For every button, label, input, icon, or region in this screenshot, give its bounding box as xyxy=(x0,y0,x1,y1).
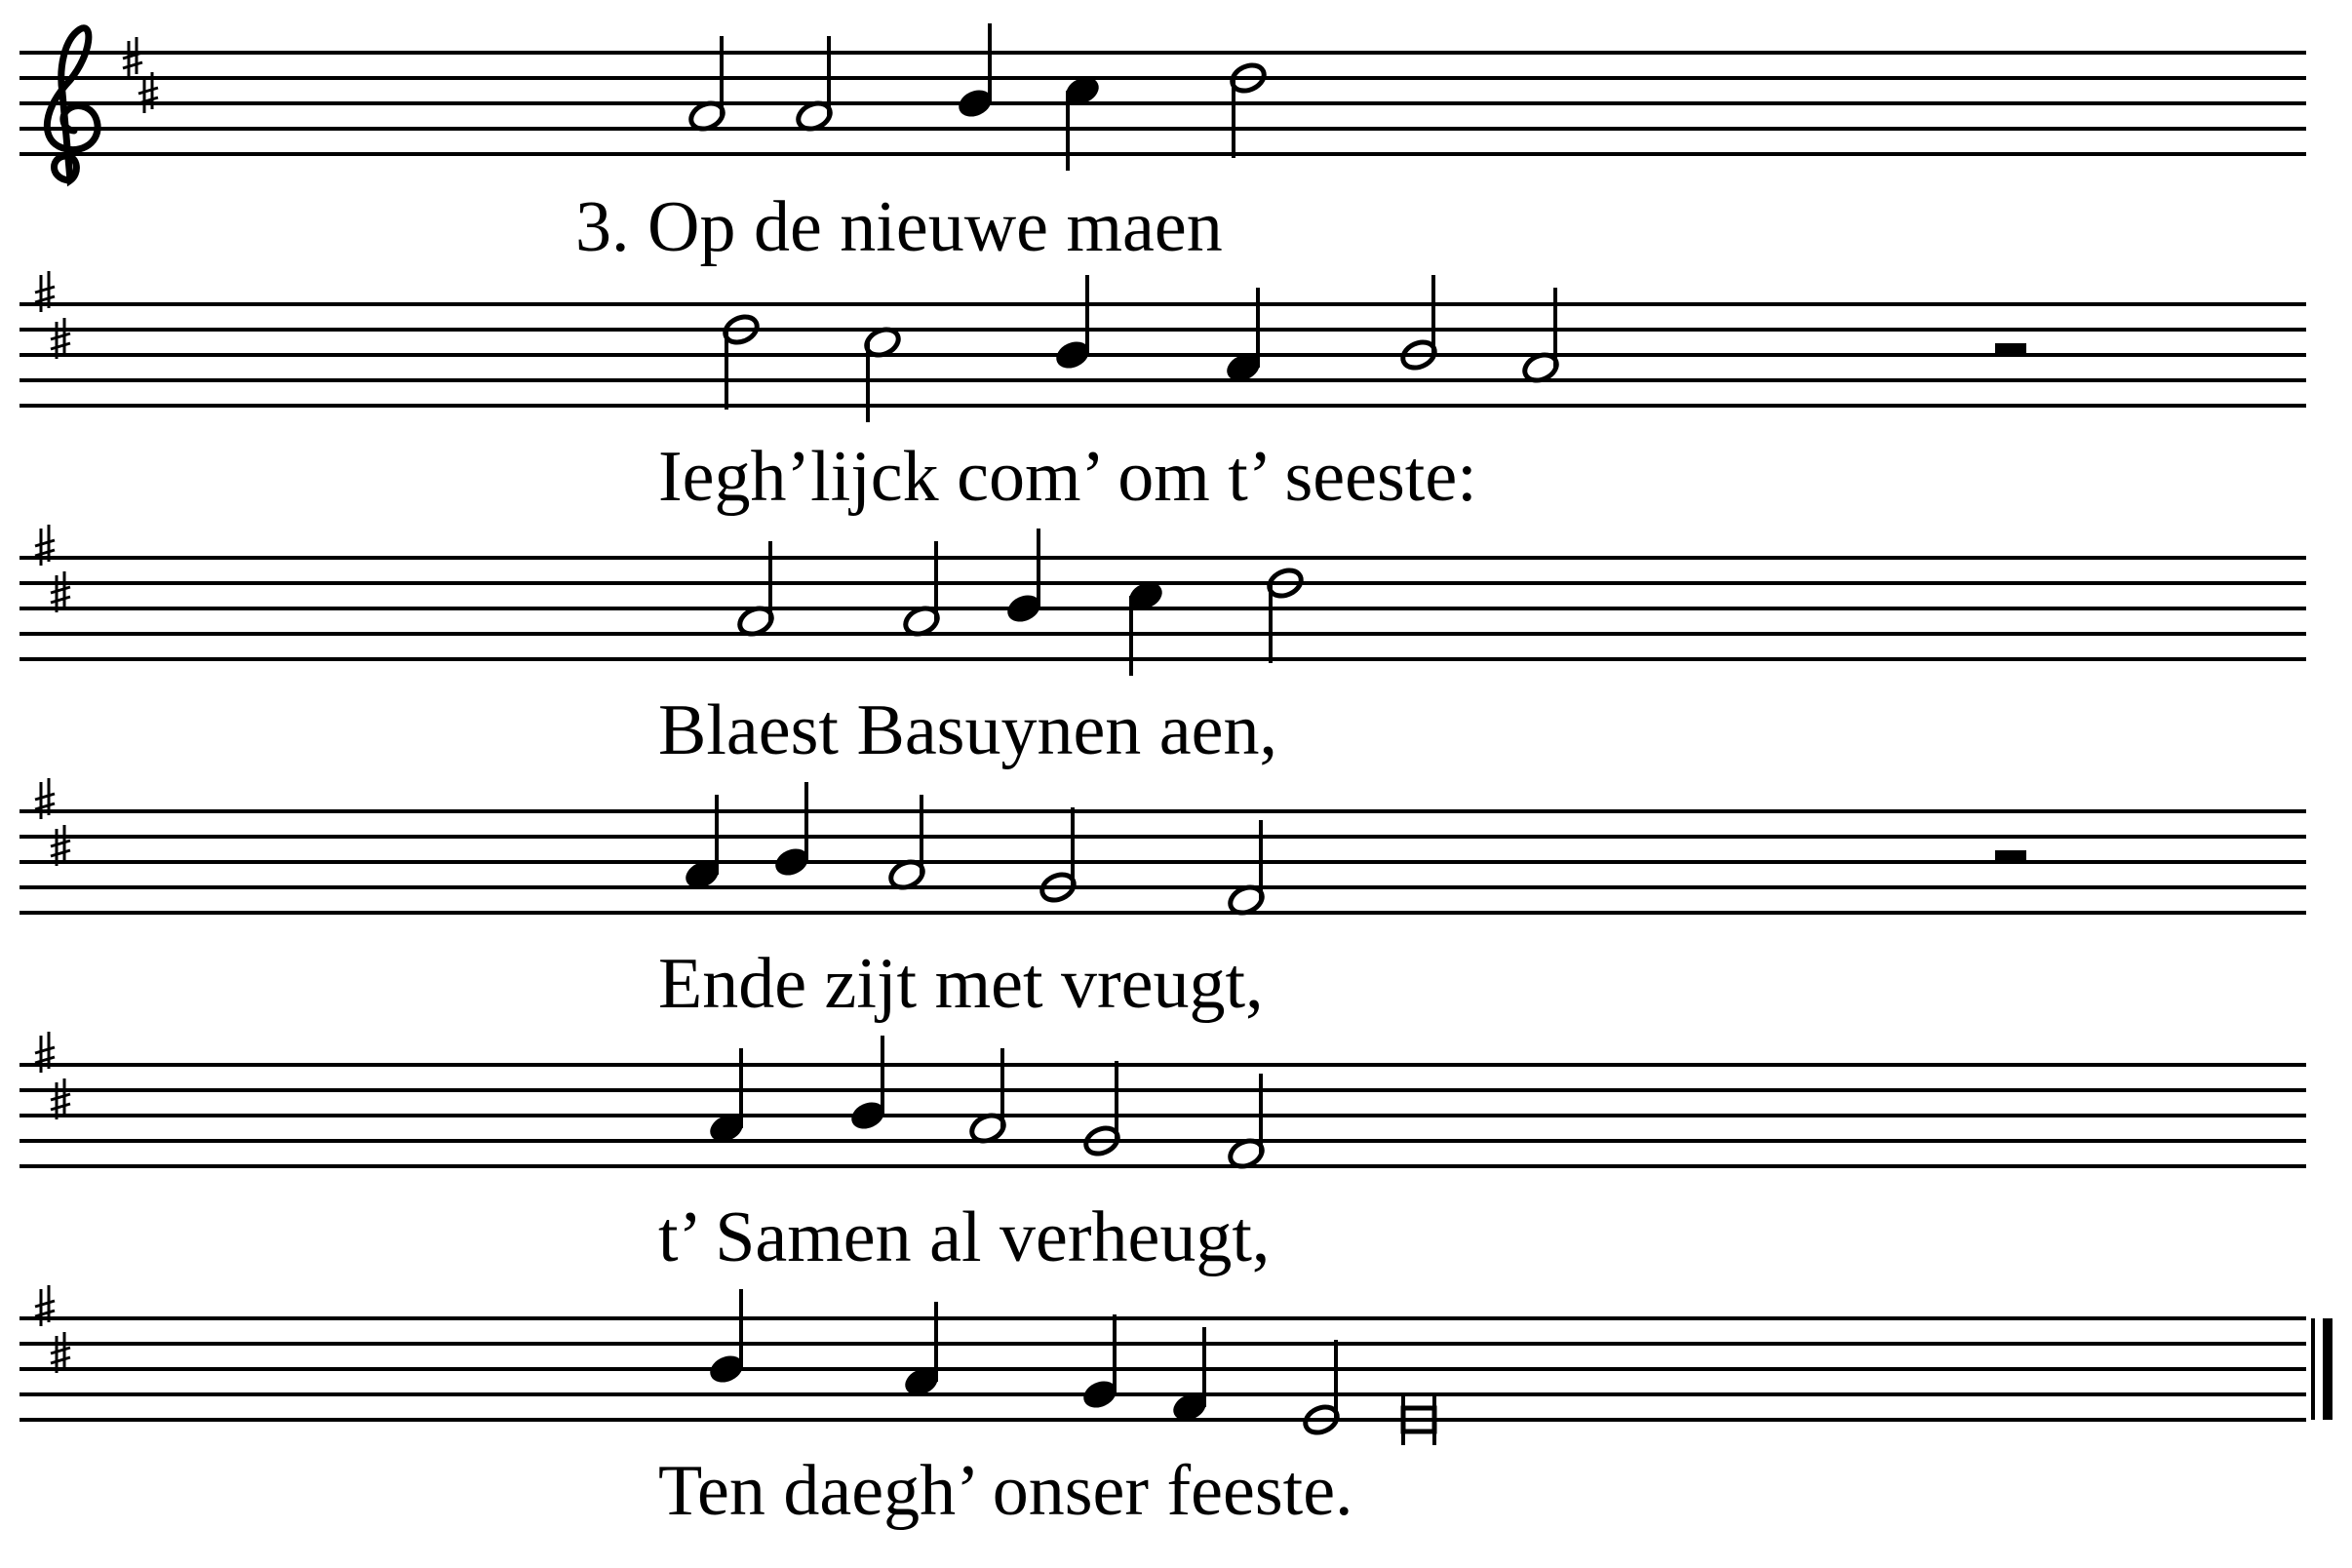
note-half xyxy=(1039,807,1078,905)
lyric-line-2: Iegh’lijck com’ om t’ seeste: xyxy=(658,437,1477,517)
lyric-line-5: t’ Samen al verheugt, xyxy=(658,1197,1271,1277)
verse-number: 3. xyxy=(575,187,630,267)
staff-system-2 xyxy=(20,271,2306,406)
note-quarter xyxy=(848,1036,888,1133)
staff-lines xyxy=(20,1065,2306,1166)
key-signature-sharps xyxy=(35,271,70,359)
note-half xyxy=(1266,566,1306,663)
staff-system-5 xyxy=(20,1032,2306,1166)
key-signature-sharps xyxy=(35,1032,70,1119)
note-quarter xyxy=(1004,529,1044,626)
half-rest xyxy=(1995,850,2026,863)
staff-lines xyxy=(20,53,2306,154)
staff-system-4 xyxy=(20,778,2306,913)
lyric-line-1 xyxy=(575,187,1223,267)
note-half xyxy=(1229,60,1269,158)
note-half xyxy=(1082,1061,1122,1158)
half-rest xyxy=(1995,343,2026,356)
lyric-line-4: Ende zijt met vreugt, xyxy=(658,944,1264,1024)
key-signature-sharps xyxy=(35,1285,70,1373)
staff-lines xyxy=(20,811,2306,913)
lyric-line-6: Ten daegh’ onser feeste. xyxy=(658,1451,1353,1531)
staff-lines xyxy=(20,1318,2306,1420)
key-signature-sharps xyxy=(35,778,70,866)
final-barline xyxy=(2311,1318,2332,1420)
staff-system-1 xyxy=(20,28,2306,180)
note-half xyxy=(1399,275,1439,372)
note-half xyxy=(722,312,762,410)
key-signature-sharps xyxy=(35,525,70,612)
note-half xyxy=(1302,1340,1342,1437)
lyric-line-3: Blaest Basuynen aen, xyxy=(658,690,1277,770)
note-quarter xyxy=(772,782,812,880)
note-quarter xyxy=(1080,1314,1120,1412)
note-quarter xyxy=(956,23,996,121)
note-quarter xyxy=(707,1289,747,1387)
note-quarter xyxy=(1053,275,1093,372)
staff-lines xyxy=(20,304,2306,406)
lyric-text: Op de nieuwe maen xyxy=(647,187,1223,267)
staff-system-6 xyxy=(20,1285,2332,1420)
staff-system-3 xyxy=(20,525,2306,659)
staff-lines xyxy=(20,558,2306,659)
